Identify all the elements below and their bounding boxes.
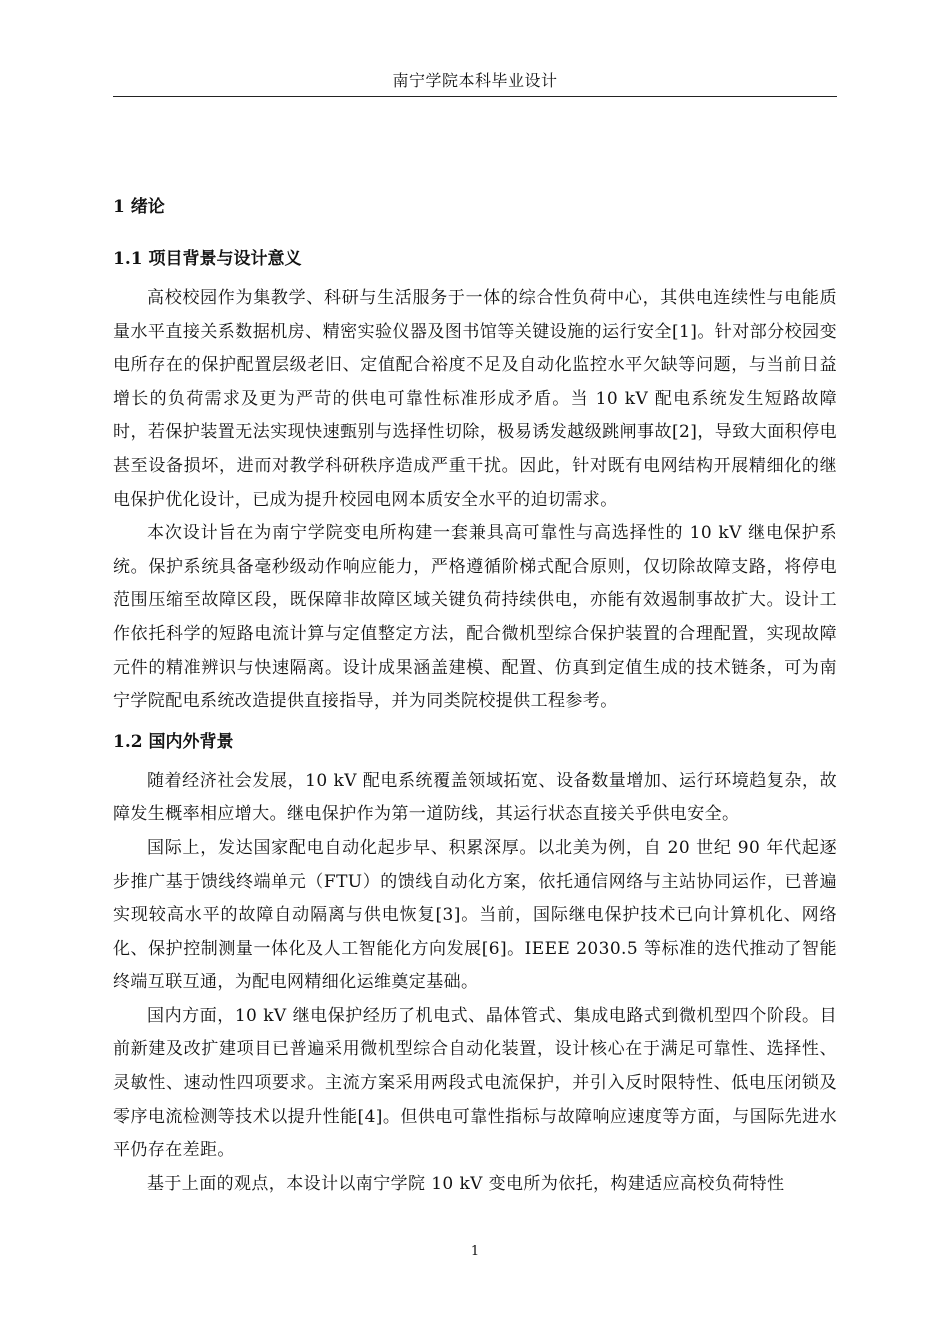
section-title-1-1: 1.1 项目背景与设计意义 (113, 249, 302, 269)
page-number: 1 (470, 1244, 480, 1259)
paragraph: 本次设计旨在为南宁学院变电所构建一套兼具高可靠性与高选择性的 10 kV 继电保护系统。保护系统具备毫秒级动作响应能力，严格遵循阶梯式配合原则，仅切除故障支路，将停电范围压缩至故障区段，既保障非故障区域关键负荷持续供电，亦能有效遏制事故扩大。设计工作依托科学的短路电流计算与定值整定方法，配合微机型综合保护装置的合理配置，实现故障元件的精准辨识与快速隔离。设计成果涵盖建模、配置、仿真到定值生成的技术链条，可为南宁学院配电系统改造提供直接指导，并为同类院校提供工程参考。 (113, 523, 837, 712)
document-body (113, 190, 837, 1201)
header-divider (113, 96, 837, 97)
chapter-title: 1 绪论 (113, 197, 165, 217)
section-title-1-2: 1.2 国内外背景 (113, 731, 234, 752)
paragraph: 国际上，发达国家配电自动化起步早、积累深厚。以北美为例，自 20 世纪 90 年代起逐步推广基于馈线终端单元（FTU）的馈线自动化方案，依托通信网络与主站协同运作，已普遍实现较高水平的故障自动隔离与供电恢复[3]。当前，国际继电保护技术已向计算机化、网络化、保护控制测量一体化及人工智能化方向发展[6]。IEEE 2030.5 等标准的迭代推动了智能终端互联互通，为配电网精细化运维奠定基础。 (113, 837, 837, 993)
paragraph: 国内方面，10 kV 继电保护经历了机电式、晶体管式、集成电路式到微机型四个阶段。目前新建及改扩建项目已普遍采用微机型综合自动化装置，设计核心在于满足可靠性、选择性、灵敏性、速动性四项要求。主流方案采用两段式电流保护，并引入反时限特性、低电压闭锁及零序电流检测等技术以提升性能[4]。但供电可靠性指标与故障响应速度等方面，与国际先进水平仍存在差距。 (113, 1005, 837, 1161)
paragraph: 基于上面的观点，本设计以南宁学院 10 kV 变电所为依托，构建适应高校负荷特性 (147, 1173, 785, 1194)
paragraph: 高校校园作为集教学、科研与生活服务于一体的综合性负荷中心，其供电连续性与电能质量水平直接关系数据机房、精密实验仪器及图书馆等关键设施的运行安全[1]。针对部分校园变电所存在的保护配置层级老旧、定值配合裕度不足及自动化监控水平欠缺等问题，与当前日益增长的负荷需求及更为严苛的供电可靠性标准形成矛盾。当 10 kV 配电系统发生短路故障时，若保护装置无法实现快速甄别与选择性切除，极易诱发越级跳闸事故[2]，导致大面积停电甚至设备损坏，进而对教学科研秩序造成严重干扰。因此，针对既有电网结构开展精细化的继电保护优化设计，已成为提升校园电网本质安全水平的迫切需求。 (113, 288, 837, 510)
page-header: 南宁学院本科毕业设计 (392, 71, 558, 90)
paragraph: 随着经济社会发展，10 kV 配电系统覆盖领域拓宽、设备数量增加、运行环境趋复杂，故障发生概率相应增大。继电保护作为第一道防线，其运行状态直接关乎供电安全。 (113, 770, 837, 825)
